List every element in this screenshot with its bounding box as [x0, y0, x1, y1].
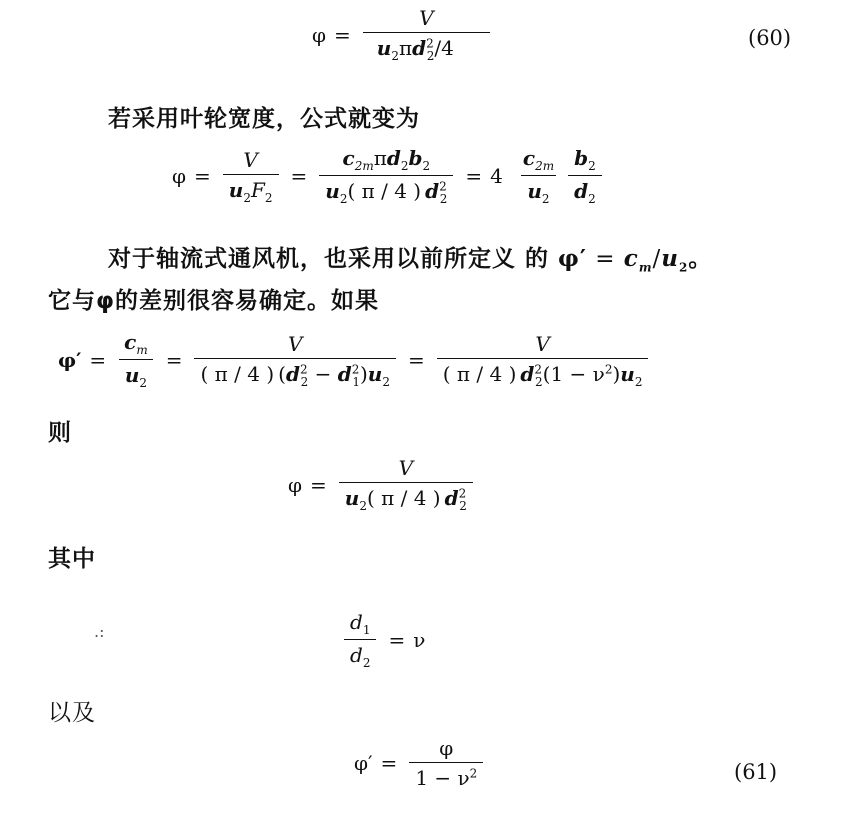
eqn-fraction: $\frac{d_1}{d_2}$: [344, 610, 376, 670]
text-and: 以及: [48, 700, 96, 726]
equation-60-number: (60): [748, 26, 792, 50]
paragraph-axial-fan-line-1: 对于轴流式通风机，也采用以前所定义 的 $\varphi' = c_m/u_2$。: [108, 245, 713, 275]
equation-61: φ′ = $\frac{\varphi}{1 - \nu^2}$: [354, 736, 487, 790]
eq60-numerator: V: [419, 6, 434, 30]
eqa-fraction-1: $\frac{c_m}{u_2}$: [118, 330, 154, 390]
eq60-equals: =: [334, 22, 351, 47]
eqw-lhs: φ: [172, 164, 187, 188]
equation-nu: $\frac{d_1}{d_2}$ = ν: [340, 610, 425, 670]
eq60-fraction: [363, 6, 490, 63]
equation-60: [312, 6, 494, 63]
equation-phi: φ = $\frac{V}{u_2( \pi / 4 ) d^2_2}$: [288, 456, 477, 513]
paragraph-impeller-width: 若采用叶轮宽度，公式就变为: [108, 106, 420, 132]
eqw-coefficient: 4: [490, 164, 503, 188]
equation-impeller-width: φ = $\frac{V}{u_2F_2}$ = $\frac{c_{2m}\pi d_2b_2}{u_2( \pi / 4 ) d^2_2}$ = 4 $\frac{c_{2m}}{u_2}$ $\frac{b_2}{d_2}$: [172, 146, 606, 206]
text-where: 其中: [48, 546, 96, 572]
eq61-fraction: $\frac{\varphi}{1 - \nu^2}$: [409, 736, 483, 790]
eqw-fraction-4: $\frac{b_2}{d_2}$: [568, 146, 602, 206]
equation-axial-phi-prime: φ′ = $\frac{c_m}{u_2}$ = $\frac{V}{( \pi / 4 ) (d^2_2 - d^2_1)u_2}$ = $\frac{V}{( \pi / 4 ) d^2_2(1 - \nu^2)u_2}$: [58, 330, 652, 390]
paragraph-axial-fan-line-2: 它与φ的差别很容易确定。如果: [48, 288, 379, 314]
eqa-fraction-2: $\frac{V}{( \pi / 4 ) (d^2_2 - d^2_1)u_2}$: [194, 332, 395, 389]
equation-61-number: (61): [734, 760, 778, 784]
text-then: 则: [48, 420, 72, 446]
eqw-fraction-3: $\frac{c_{2m}}{u_2}$: [522, 146, 555, 206]
eq60-denominator: $u_2\pi d^2_2/4$: [363, 32, 490, 63]
eqw-fraction-2: $\frac{c_{2m}\pi d_2b_2}{u_2( \pi / 4 ) d^2_2}$: [319, 146, 453, 206]
eq60-lhs: φ: [312, 22, 327, 47]
eqw-fraction-1: $\frac{V}{u_2F_2}$: [223, 148, 279, 205]
eqp-fraction: $\frac{V}{u_2( \pi / 4 ) d^2_2}$: [339, 456, 473, 513]
eqa-fraction-3: $\frac{V}{( \pi / 4 ) d^2_2(1 - \nu^2)u_2}$: [437, 332, 649, 389]
stray-mark: .:: [94, 622, 105, 641]
